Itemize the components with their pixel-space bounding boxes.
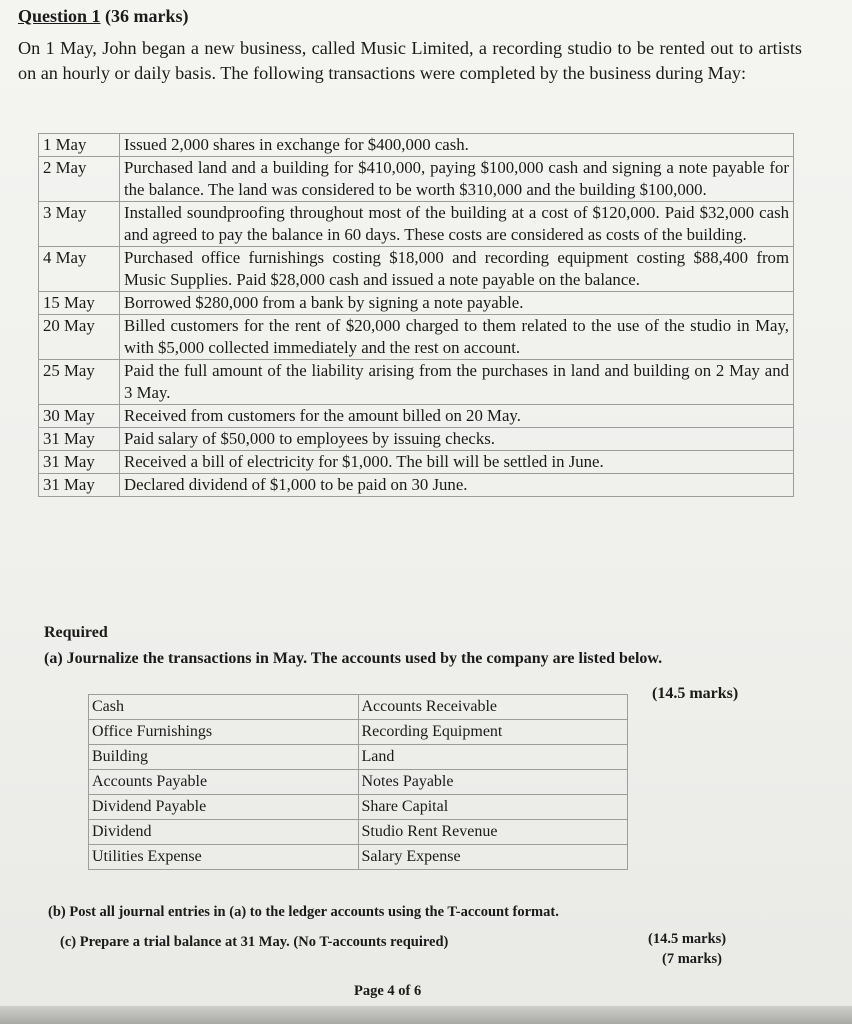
- transaction-date: 3 May: [39, 202, 120, 247]
- account-name: Building: [89, 745, 359, 770]
- accounts-table: [88, 694, 628, 870]
- requirement-b: (b) Post all journal entries in (a) to the ledger accounts using the T-account format.: [48, 904, 559, 920]
- account-name: Dividend Payable: [89, 795, 359, 820]
- requirement-c: (c) Prepare a trial balance at 31 May. (No T-accounts required): [60, 934, 449, 950]
- account-name: Land: [358, 745, 628, 770]
- requirement-b-marks: (14.5 marks): [648, 931, 727, 947]
- table-row: [39, 247, 794, 292]
- account-name: Notes Payable: [358, 770, 628, 795]
- transaction-description: Paid the full amount of the liability arising from the purchases in land and building on 2 May and 3 May.: [120, 360, 794, 405]
- account-name: Recording Equipment: [358, 720, 628, 745]
- account-name: Utilities Expense: [89, 845, 359, 870]
- account-name: Accounts Payable: [89, 770, 359, 795]
- table-row: [89, 795, 628, 820]
- requirement-a: (a) Journalize the transactions in May. The accounts used by the company are listed below.: [44, 650, 663, 667]
- table-row: [39, 405, 794, 428]
- table-row: [39, 157, 794, 202]
- table-row: [39, 292, 794, 315]
- transaction-date: 1 May: [39, 134, 120, 157]
- transaction-description: Declared dividend of $1,000 to be paid on 30 June.: [120, 474, 794, 497]
- transaction-date: 20 May: [39, 315, 120, 360]
- requirement-a-marks: (14.5 marks): [652, 685, 739, 702]
- account-name: Cash: [89, 695, 359, 720]
- table-row: [39, 428, 794, 451]
- question-label: Question 1: [18, 6, 101, 26]
- question-marks: (36 marks): [105, 6, 189, 26]
- account-name: Office Furnishings: [89, 720, 359, 745]
- transaction-date: 4 May: [39, 247, 120, 292]
- transaction-date: 31 May: [39, 474, 120, 497]
- transaction-description: Purchased office furnishings costing $18,000 and recording equipment costing $88,400 from Music Supplies. Paid $28,000 cash and issued a note payable on the balance.: [120, 247, 794, 292]
- transaction-date: 15 May: [39, 292, 120, 315]
- requirement-c-marks: (7 marks): [662, 951, 723, 967]
- transaction-description: Borrowed $280,000 from a bank by signing a note payable.: [120, 292, 794, 315]
- transaction-date: 30 May: [39, 405, 120, 428]
- table-row: [89, 845, 628, 870]
- table-row: [89, 745, 628, 770]
- transaction-description: Paid salary of $50,000 to employees by issuing checks.: [120, 428, 794, 451]
- account-name: Dividend: [89, 820, 359, 845]
- transaction-description: Received from customers for the amount billed on 20 May.: [120, 405, 794, 428]
- table-row: [89, 770, 628, 795]
- transaction-date: 31 May: [39, 451, 120, 474]
- transaction-date: 31 May: [39, 428, 120, 451]
- table-row: [89, 720, 628, 745]
- page-bottom-shadow: [0, 1006, 852, 1024]
- transaction-description: Installed soundproofing throughout most of the building at a cost of $120,000. Paid $32,000 cash and agreed to pay the balance in 60 days. These costs are considered as costs of the building.: [120, 202, 794, 247]
- page-number: Page 4 of 6: [354, 983, 422, 999]
- table-row: [89, 820, 628, 845]
- table-row: [39, 360, 794, 405]
- required-heading: Required: [44, 624, 108, 641]
- transaction-date: 2 May: [39, 157, 120, 202]
- transaction-description: Received a bill of electricity for $1,000. The bill will be settled in June.: [120, 451, 794, 474]
- question-intro: On 1 May, John began a new business, called Music Limited, a recording studio to be rented out to artists on an hourly or daily basis. The following transactions were completed by the business during May:: [18, 38, 802, 83]
- table-row: [39, 134, 794, 157]
- table-row: [39, 474, 794, 497]
- account-name: Share Capital: [358, 795, 628, 820]
- account-name: Accounts Receivable: [358, 695, 628, 720]
- transaction-description: Billed customers for the rent of $20,000 charged to them related to the use of the studio in May, with $5,000 collected immediately and the rest on account.: [120, 315, 794, 360]
- table-row: [89, 695, 628, 720]
- table-row: [39, 315, 794, 360]
- table-row: [39, 451, 794, 474]
- transactions-table: [38, 133, 794, 497]
- question-title: [18, 6, 189, 27]
- transaction-description: Purchased land and a building for $410,000, paying $100,000 cash and signing a note payable for the balance. The land was considered to be worth $310,000 and the building $100,000.: [120, 157, 794, 202]
- table-row: [39, 202, 794, 247]
- transaction-date: 25 May: [39, 360, 120, 405]
- transaction-description: Issued 2,000 shares in exchange for $400,000 cash.: [120, 134, 794, 157]
- account-name: Salary Expense: [358, 845, 628, 870]
- account-name: Studio Rent Revenue: [358, 820, 628, 845]
